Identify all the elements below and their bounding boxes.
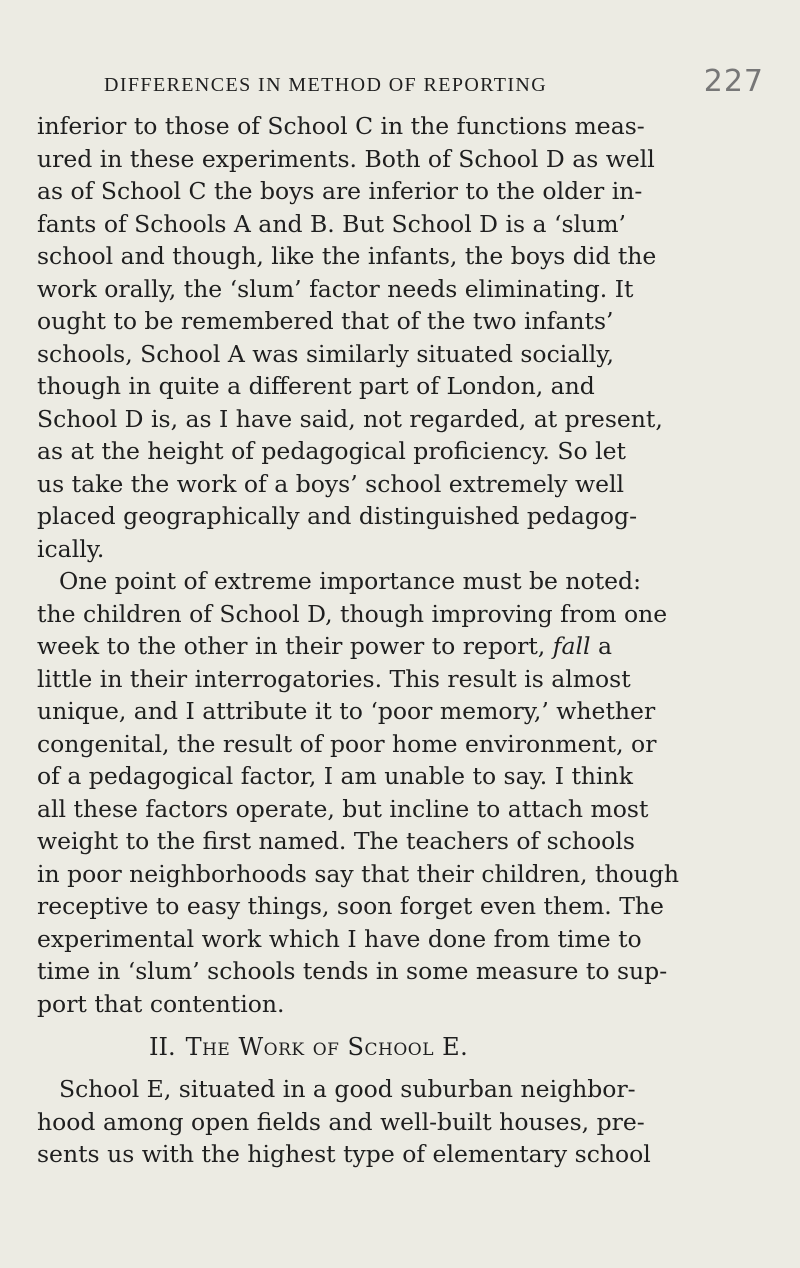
section-number: II. (149, 1033, 176, 1061)
text-line: hood among open fields and well-built houses, pre- (37, 1107, 645, 1136)
paragraph-2 (37, 565, 765, 1020)
text-line: congenital, the result of poor home environment, or (37, 729, 657, 758)
running-title: DIFFERENCES IN METHOD OF REPORTING (104, 74, 548, 96)
text-line: sents us with the highest type of elementary school (37, 1140, 651, 1168)
text-line: in poor neighborhoods say that their children, though (37, 859, 679, 888)
text-line: all these factors operate, but incline to attach most (37, 794, 649, 823)
text-span: a (598, 632, 613, 660)
running-head (104, 64, 764, 104)
body-text (37, 110, 765, 1171)
text-line: port that contention. (37, 989, 285, 1018)
text-line: as of School C the boys are inferior to the older in- (37, 177, 643, 205)
page-number: 227 (703, 64, 764, 99)
text-line: inferior to those of School C in the functions meas- (37, 112, 645, 140)
text-line: weight to the first named. The teachers of schools (37, 827, 635, 855)
text-line: unique, and I attribute it to ‘poor memory,’ whether (37, 697, 656, 725)
text-line: school and though, like the infants, the boys did the (37, 242, 657, 270)
text-line: experimental work which I have done from time to (37, 924, 642, 953)
text-line: receptive to easy things, soon forget even them. The (37, 892, 664, 920)
emphasis-text: fall (552, 632, 591, 660)
text-line: placed geographically and distinguished pedagog- (37, 502, 638, 530)
section-title: The Work of School E. (185, 1033, 469, 1061)
text-line: schools, School A was similarly situated socially, (37, 339, 614, 368)
text-span: week to the other in their power to report, (37, 632, 546, 660)
section-heading (37, 1031, 765, 1063)
text-line: School D is, as I have said, not regarded, at present, (37, 404, 663, 433)
paragraph-3 (37, 1073, 765, 1171)
text-line: work orally, the ‘slum’ factor needs eliminating. It (37, 274, 634, 303)
text-line: ically. (37, 534, 105, 563)
text-line: little in their interrogatories. This result is almost (37, 664, 631, 693)
text-line: of a pedagogical factor, I am unable to say. I think (37, 762, 633, 790)
text-line: the children of School D, though improving from one (37, 599, 668, 628)
text-line: though in quite a different part of London, and (37, 372, 595, 400)
text-line: ought to be remembered that of the two infants’ (37, 307, 614, 335)
text-line: School E, situated in a good suburban neighbor- (59, 1075, 636, 1103)
text-line: us take the work of a boys’ school extremely well (37, 469, 625, 498)
text-line: fants of Schools A and B. But School D is a ‘slum’ (37, 209, 626, 238)
text-line: as at the height of pedagogical proficiency. So let (37, 437, 626, 465)
text-line: time in ‘slum’ schools tends in some measure to sup- (37, 957, 668, 985)
paragraph-1 (37, 110, 765, 565)
text-line: One point of extreme importance must be noted: (59, 567, 642, 595)
text-line: ured in these experiments. Both of School D as well (37, 144, 655, 173)
text-line (37, 630, 765, 663)
